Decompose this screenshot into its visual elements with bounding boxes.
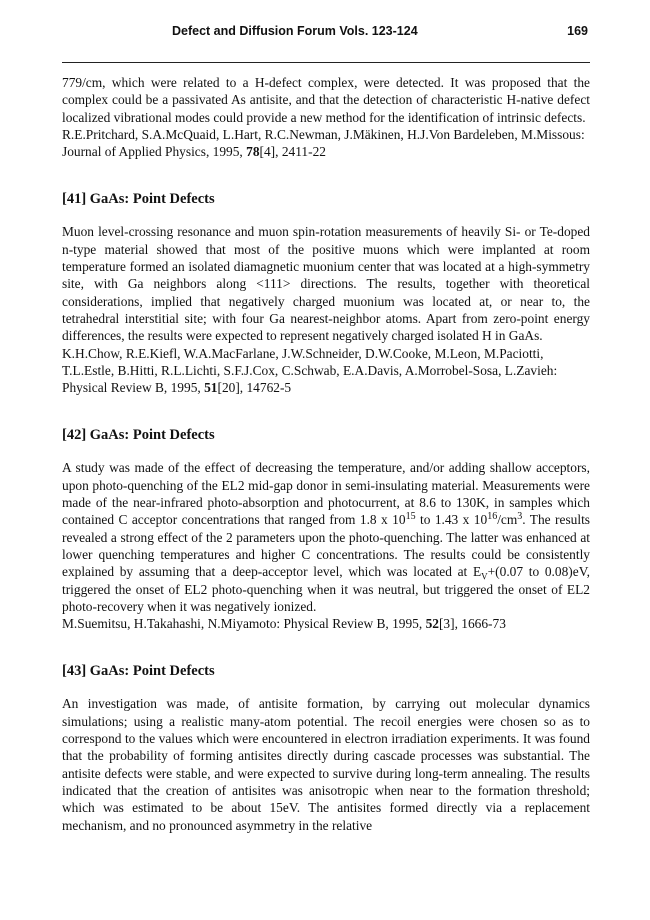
page-body bbox=[62, 74, 590, 834]
superscript: 16 bbox=[487, 511, 498, 523]
entry-abstract: An investigation was made, of antisite formation, by carrying out molecular dynamics simulations; using a realistic many-atom potential. The recoil energies were chosen so as to correspond to the values which were encountered in electron irradiation experiments. It was found that the probability of forming antisites directly during cascade processes was substantial. The antisite defects were stable, and were expected to survive during long-term annealing. The results indicated that the creation of antisites was anisotropic when near to the formation threshold; which was estimated to be about 15eV. The antisites formed directly via a replacement mechanism, and no pronounced asymmetry in the relative bbox=[62, 696, 590, 833]
ref-issue-pages: [3], 1666-73 bbox=[438, 616, 506, 632]
ref-volume: 78 bbox=[246, 144, 260, 160]
page-number: 169 bbox=[567, 24, 588, 38]
header-rule bbox=[62, 62, 590, 63]
abstract-text: A study was made of the effect of decreasing the temperature, and/or adding shallow acceptors, upon photo-quenching of the EL2 mid-gap donor in semi-insulating material. Measurements were made of the near-infrared photo-absorption and photocurrent, at 8.6 to 130K, in samples which contained C acceptor concentrations that ranged from 1.8 x 10 bbox=[62, 460, 590, 528]
abstract-text: to 1.43 x 10 bbox=[415, 512, 488, 528]
abstract-text: /cm bbox=[497, 512, 518, 528]
reference bbox=[62, 615, 590, 632]
superscript: 3 bbox=[517, 511, 523, 523]
journal-title: Defect and Diffusion Forum Vols. 123-124 bbox=[172, 24, 418, 38]
ref-authors: K.H.Chow, R.E.Kiefl, W.A.MacFarlane, J.W.Schneider, D.W.Cooke, M.Leon, M.Paciotti, T.L.Estle, B.Hitti, R.L.Lichti, S.F.J.Cox, C.Schwab, E.A.Davis, A.Morrobel-Sosa, L.Zavieh: Physical Review B, 1995, bbox=[62, 345, 558, 396]
ref-volume: 52 bbox=[425, 616, 439, 632]
abstract-text: +(0.07 to 0.08)eV, triggered the onset of EL2 photo-quenching when it was neutral, but triggered the onset of EL2 photo-recovery when it was negatively ionized. bbox=[62, 564, 590, 614]
ref-issue-pages: [20], 14762-5 bbox=[217, 380, 292, 396]
reference bbox=[62, 126, 590, 161]
entry-heading: [42] GaAs: Point Defects bbox=[62, 427, 215, 444]
abstract-continued: 779/cm, which were related to a H-defect complex, were detected. It was proposed that the complex could be a passivated As antisite, and that the detection of characteristic H-native defect localized vibrational modes could provide a new method for the identification of intrinsic defects. bbox=[62, 75, 590, 125]
entry-abstract bbox=[62, 459, 590, 615]
superscript: 15 bbox=[405, 511, 416, 523]
ref-volume: 51 bbox=[204, 380, 218, 396]
entry-abstract: Muon level-crossing resonance and muon spin-rotation measurements of heavily Si- or Te-doped n-type material showed that most of the positive muons which were implanted at room temperature formed an isolated diamagnetic muonium center that was located at a high-symmetry site, with Ga neighbors along <111> directions. The results, together with theoretical considerations, implied that negatively charged muonium was located at, or near to, the tetrahedral interstitial site; with four Ga nearest-neighbor atoms. Apart from zero-point energy differences, the results were expected to represent negatively charged isolated H in GaAs. bbox=[62, 224, 590, 344]
entry-heading: [41] GaAs: Point Defects bbox=[62, 191, 215, 208]
abstract-text: . The results revealed a strong effect of the 2 parameters upon the photo-quenching. The latter was enhanced at lower quenching temperatures and higher C concentrations. The results could be consistently explained by assuming that a deep-acceptor level, which was located at E bbox=[62, 512, 591, 580]
ref-authors: M.Suemitsu, H.Takahashi, N.Miyamoto: Physical Review B, 1995, bbox=[62, 616, 426, 632]
entry-heading: [43] GaAs: Point Defects bbox=[62, 663, 215, 680]
ref-authors: R.E.Pritchard, S.A.McQuaid, L.Hart, R.C.Newman, J.Mäkinen, H.J.Von Bardeleben, M.Missous: Journal of Applied Physics, 1995, bbox=[62, 126, 585, 160]
ref-issue-pages: [4], 2411-22 bbox=[259, 144, 326, 160]
reference bbox=[62, 345, 590, 397]
subscript: V bbox=[481, 571, 488, 582]
